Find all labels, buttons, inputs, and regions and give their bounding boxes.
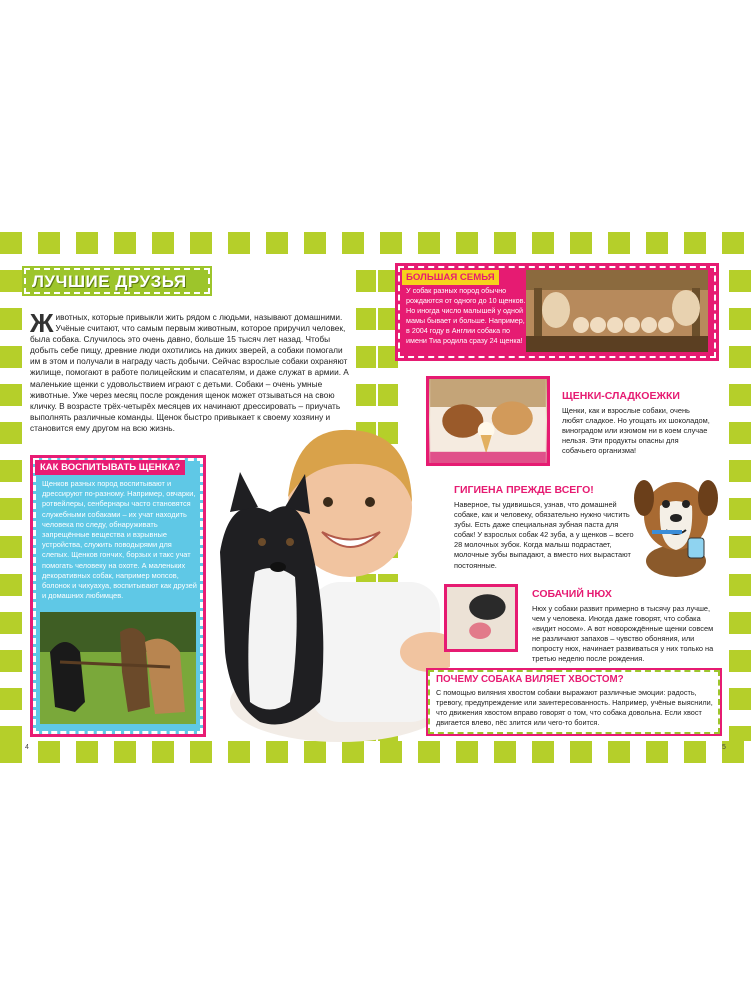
right-border <box>729 254 751 741</box>
drop-cap: Ж <box>30 308 54 338</box>
intro-text: ивотных, которые привыкли жить рядом с людьми, называют домашними. Учёные считают, что самым первым животным, которое приручил человек, была собака. Случилось это очень давно, больше 15 тысяч лет назад. Чтобы добыть себе пищу, древние люди охотились на диких зверей, а собаки помогали им в этом и получали в награду часть добычи. Сейчас взрослые собаки охраняют жилище, помогают в работе полицейским и спасателям, и даже служат в армии. А маленькие щенки с удовольствием играют с детьми. Собаки – очень умные животные. Уже через месяц после рождения щенок может отзываться на свою кличку. В возрасте трёх-четырёх месяцев их начинают дрессировать – приучать выполнять различные команды. Щенок быстро привыкает к своему хозяину и становится ему другом на всю жизнь. <box>30 312 349 433</box>
puppies-ice-cream-photo <box>426 376 550 466</box>
training-box-text: Щенков разных пород воспитывают и дрессируют по-разному. Например, овчарки, ротвейлеры, сенбернары часто становятся служебными собаками – их учат находить человека по следу, обнаруживать запрещённые вещества и взрывные устройства, служить поводырями для слепых. Щенков гончих, борзых и такс учат помогать человеку на охоте. А маленьких декоративных собак, например мопсов, болонок и чихуахуа, воспитывают как друзей и домашних любимцев. <box>42 479 197 601</box>
hygiene-text: Наверное, ты удивишься, узнав, что домашней собаке, как и человеку, обязательно нужно чистить зубы. Есть даже специальная зубная паста для собак! У взрослых собак 42 зуба, а у щенков – всего 28 молочных зубок. Когда малыш подрастает, молочные зубы выпадают, а вместо них вырастают постоянные. <box>454 500 634 570</box>
tail-wag-text: С помощью виляния хвостом собаки выражают различные эмоции: радость, тревогу, предупреждение или заинтересованность. Например, учёные выяснили, что движения хвостом вправо говорят о том, что собака довольна. Если хвост двигается влево, пёс злится или чего-то боится. <box>436 688 713 727</box>
big-family-text: У собак разных пород обычно рождаются от одного до 10 щенков. Но иногда число малышей у одной мамы бывает и больше. Например, в 2004 году в Англии собака по имени Тиа родила сразу 24 щенка! <box>406 286 526 345</box>
dog-nose-photo <box>444 584 518 652</box>
left-border <box>0 254 22 741</box>
page-number-left: 4 <box>25 744 29 751</box>
cartoon-dog-brushing-teeth <box>632 466 720 578</box>
tail-wag-box <box>428 670 720 734</box>
boy-with-husky-photo <box>200 402 450 742</box>
hygiene-title: ГИГИЕНА ПРЕЖДЕ ВСЕГО! <box>454 484 594 496</box>
sweet-tooth-text: Щенки, как и взрослые собаки, очень любят сладкое. Но угощать их шоколадом, виноградом или изюмом ни в коем случае нельзя. Эти продукты опасны для собачьего организма! <box>562 406 710 456</box>
big-family-title: БОЛЬШАЯ СЕМЬЯ <box>402 270 499 285</box>
page-number-right: 5 <box>722 744 726 751</box>
litter-of-puppies-photo <box>526 270 708 352</box>
tail-wag-title: ПОЧЕМУ СОБАКА ВИЛЯЕТ ХВОСТОМ? <box>436 674 624 685</box>
top-border <box>0 232 751 254</box>
bottom-border <box>0 741 751 763</box>
dog-nose-text: Нюх у собаки развит примерно в тысячу раз лучше, чем у человека. Иногда даже говорят, что собака «видит носом». А вот новорождённые щенки совсем не различают запахов – чувство обоняния, или попросту нюх, начинает развиваться у них только на третью неделю после рождения. <box>532 604 714 664</box>
page-title: ЛУЧШИЕ ДРУЗЬЯ <box>24 268 210 294</box>
puppies-playing-photo <box>40 612 196 724</box>
sweet-tooth-title: ЩЕНКИ-СЛАДКОЕЖКИ <box>562 390 680 402</box>
training-box-title: КАК ВОСПИТЫВАТЬ ЩЕНКА? <box>35 460 185 475</box>
dog-nose-title: СОБАЧИЙ НЮХ <box>532 588 612 600</box>
book-spread <box>0 232 751 763</box>
